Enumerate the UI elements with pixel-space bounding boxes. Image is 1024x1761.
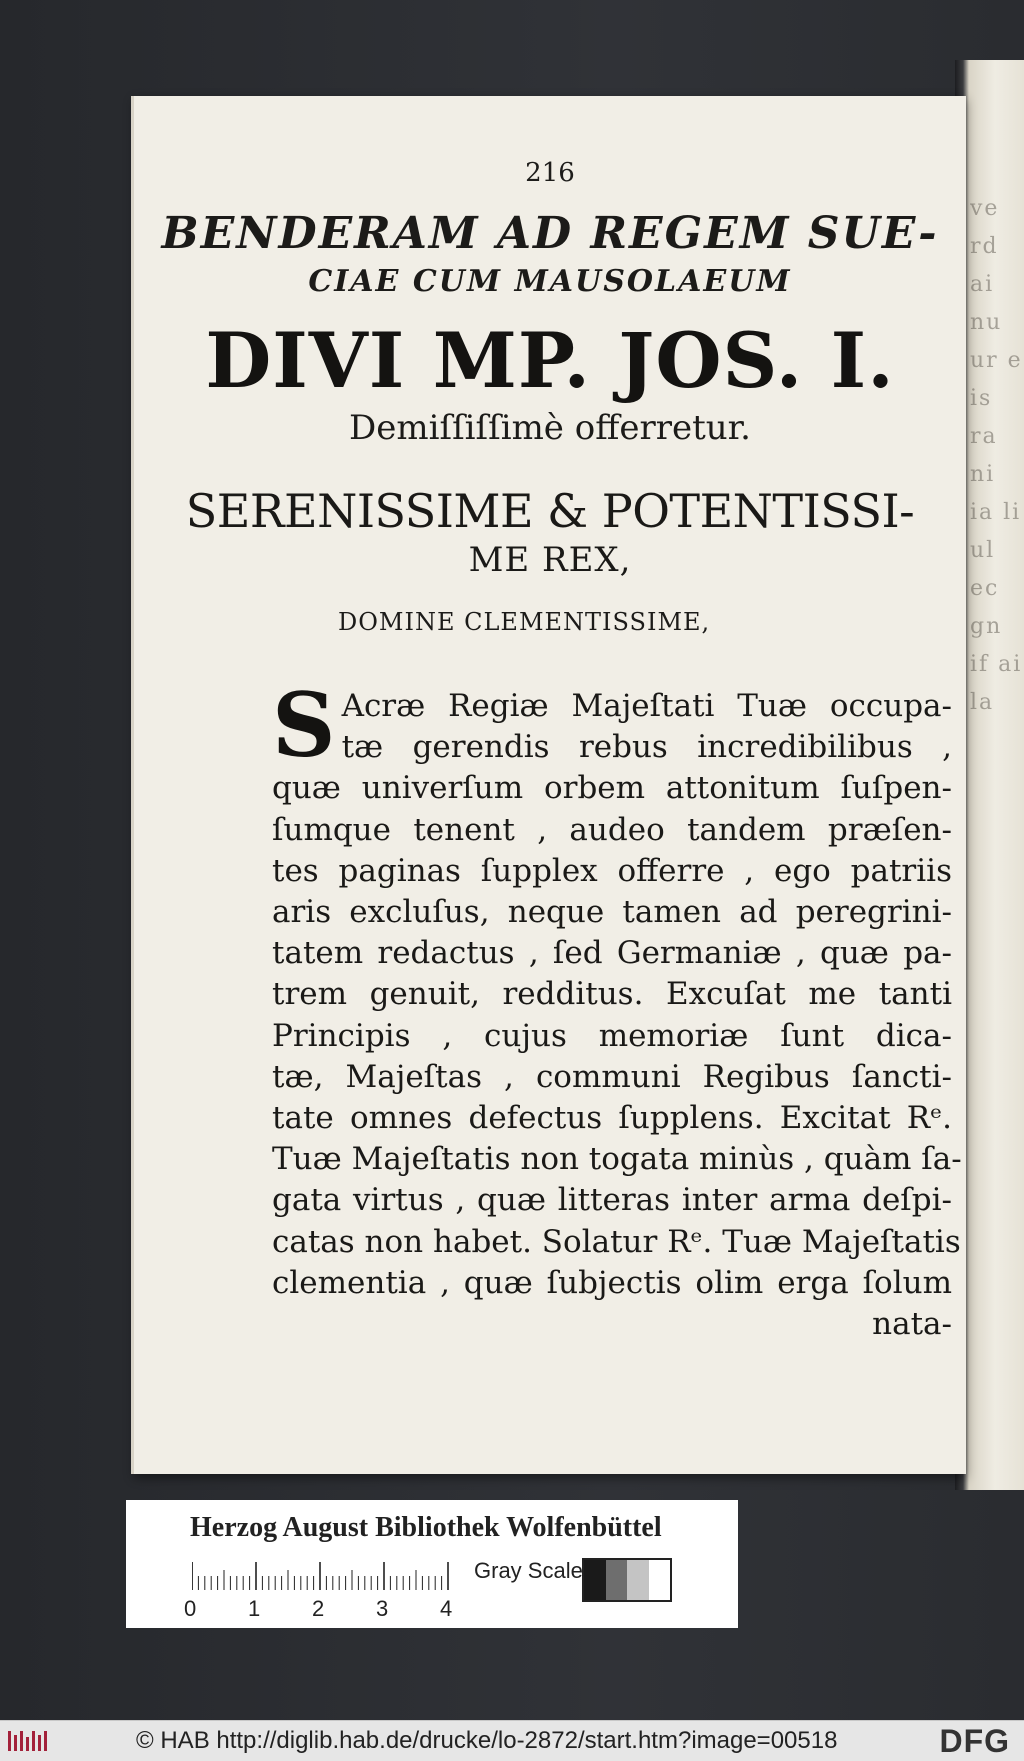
next-page-edge-text: ve rd ai nu ur e is ra ni ia li ul ec gn if ai la: [970, 196, 1023, 715]
address-line-1: SERENISSIME & POTENTISSI-: [185, 484, 915, 538]
text-line: tæ, Majeſtas , communi Regibus ſancti-: [272, 1058, 952, 1095]
grayscale-bar: [582, 1558, 672, 1602]
library-name: Herzog August Bibliothek Wolfenbüttel: [190, 1512, 662, 1543]
text-line: gata virtus , quæ litteras inter arma deſpi-: [272, 1182, 952, 1219]
grayscale-swatch: [649, 1560, 671, 1600]
ruler-number: 1: [248, 1596, 261, 1621]
title-line-1: BENDERAM AD REGEM SUE-: [161, 208, 939, 259]
text-line: tæ gerendis rebus incredibilibus ,: [341, 729, 952, 766]
grayscale-label: Gray Scale: [474, 1558, 583, 1583]
hab-logo-icon: [8, 1729, 48, 1753]
ruler-number: 4: [440, 1596, 453, 1621]
subtitle: Demiſſiſſimè offerretur.: [348, 408, 751, 448]
catchword: nata-: [872, 1306, 952, 1343]
text-line: tes paginas ſupplex offerre , ego patriis: [272, 852, 952, 889]
divi-heading: DIVI MP. JOS. I.: [205, 316, 895, 405]
text-line: Principis , cujus memoriæ ſunt dica-: [272, 1017, 952, 1054]
text-line: clementia , quæ ſubjectis olim erga ſolum: [272, 1264, 952, 1301]
grayscale-swatch: [606, 1560, 628, 1600]
text-line: tate omnes defectus ſupplens. Excitat Rᵉ.: [272, 1100, 952, 1137]
book-page: [134, 96, 966, 1474]
footer-bar: [0, 1720, 1024, 1761]
ruler-number: 3: [376, 1596, 389, 1621]
text-line: Tuæ Majeſtatis non togata minùs , quàm ſa-: [272, 1141, 962, 1178]
grayscale-swatch: [584, 1560, 606, 1600]
text-line: aris excluſus, neque tamen ad peregrini-: [272, 894, 952, 931]
title-line-2: CIAE CUM MAUSOLAEUM: [308, 264, 792, 299]
text-line: ſumque tenent , audeo tandem præſen-: [272, 811, 952, 848]
scale-ruler: [192, 1560, 452, 1592]
dfg-logo: DFG: [939, 1723, 1010, 1759]
salutation: DOMINE CLEMENTISSIME,: [338, 608, 711, 636]
page-number: 216: [525, 158, 575, 188]
ruler-number: 2: [312, 1596, 325, 1621]
ruler-numbers: [184, 1596, 464, 1624]
text-line: Acræ Regiæ Majeſtati Tuæ occupa-: [341, 688, 952, 724]
text-line: quæ univerſum orbem attonitum ſuſpen-: [272, 770, 952, 807]
text-line: catas non habet. Solatur Rᵉ. Tuæ Majeſtatis: [272, 1223, 961, 1260]
text-line: trem genuit, redditus. Excuſat me tanti: [272, 976, 952, 1013]
footer-url[interactable]: © HAB http://diglib.hab.de/drucke/lo-2872/start.htm?image=00518: [136, 1727, 838, 1754]
text-line: tatem redactus , ſed Germaniæ , quæ pa-: [272, 935, 952, 972]
body-text: [272, 673, 962, 1345]
address-line-2: ME REX,: [468, 540, 632, 580]
ruler-number: 0: [184, 1596, 197, 1621]
grayscale-swatch: [627, 1560, 649, 1600]
drop-capital: S: [272, 673, 336, 777]
library-label-card: [126, 1500, 738, 1628]
